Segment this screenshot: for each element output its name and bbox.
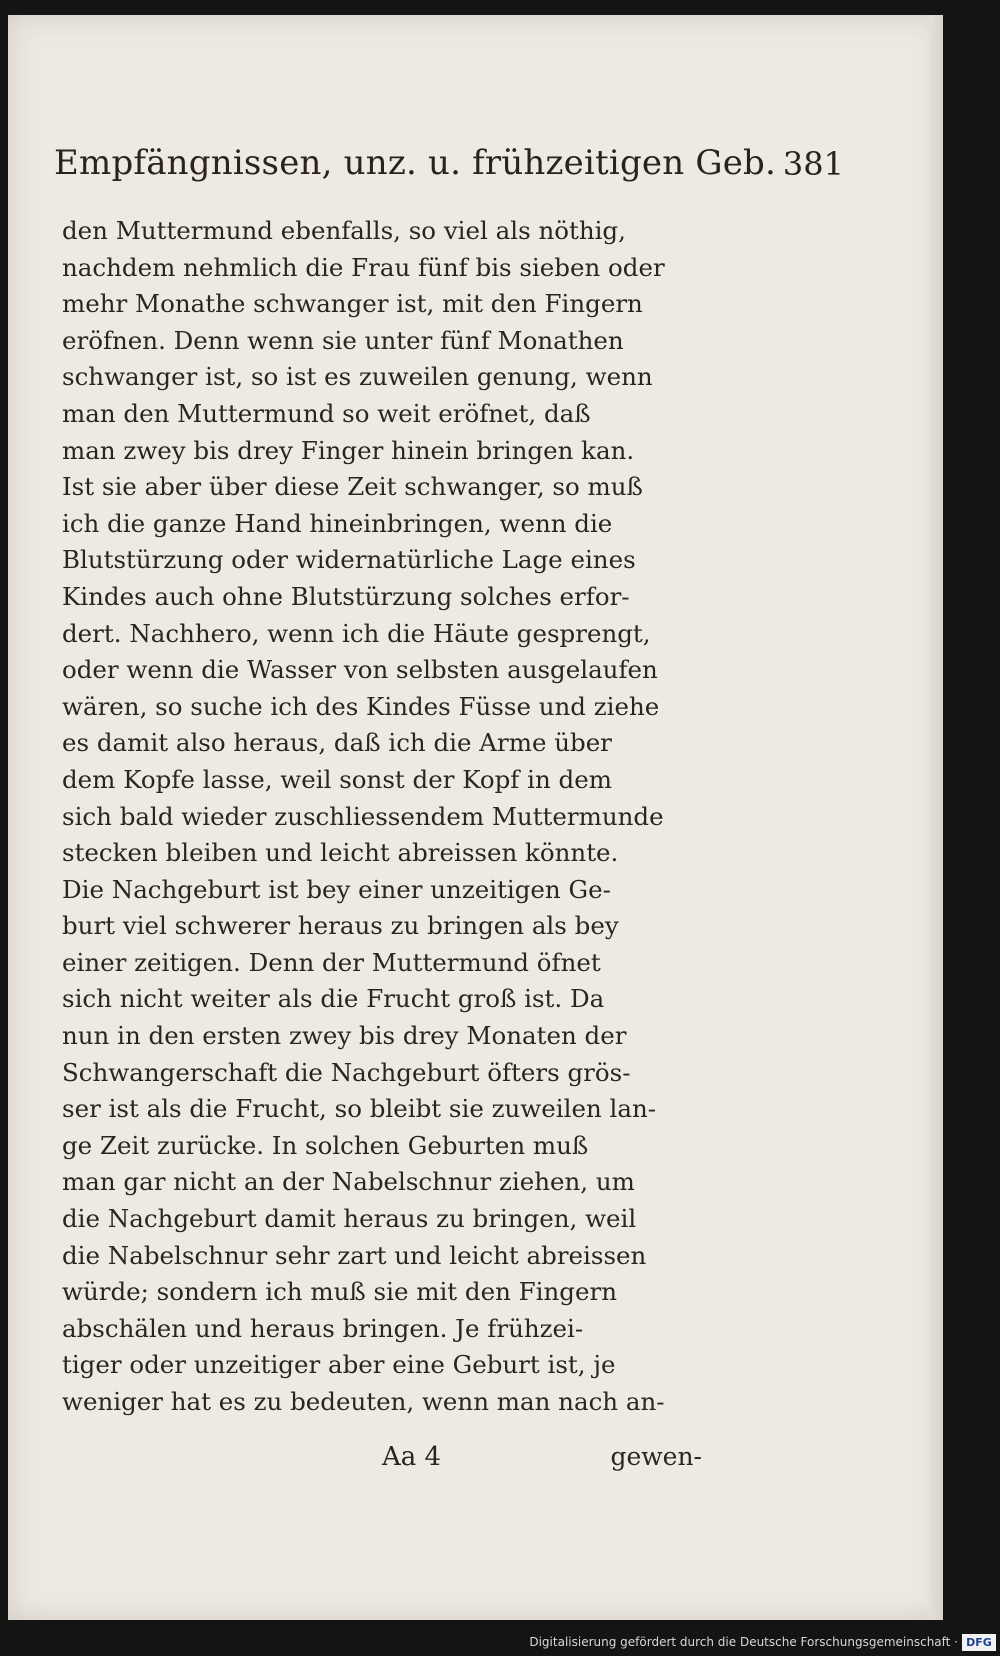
- text-line: ser ist als die Frucht, so bleibt sie zuweilen lan-: [62, 1094, 657, 1124]
- text-line: dert. Nachhero, wenn ich die Häute gesprengt,: [62, 618, 651, 648]
- text-line: sich bald wieder zuschliessendem Muttermunde: [62, 801, 664, 831]
- text-line: die Nachgeburt damit heraus zu bringen, weil: [62, 1204, 637, 1234]
- text-line: Die Nachgeburt ist bey einer unzeitigen Ge-: [62, 874, 611, 904]
- footer-credit: Digitalisierung gefördert durch die Deutsche Forschungsgemeinschaft ·: [529, 1635, 958, 1649]
- catchword: gewen-: [610, 1442, 702, 1471]
- text-line: den Muttermund ebenfalls, so viel als nöthig,: [62, 216, 626, 245]
- text-line: ge Zeit zurücke. In solchen Geburten muß: [62, 1130, 589, 1160]
- text-line: man den Muttermund so weit eröfnet, daß: [62, 398, 591, 428]
- text-line: stecken bleiben und leicht abreissen könnte.: [62, 838, 619, 868]
- text-line: nun in den ersten zwey bis drey Monaten der: [62, 1021, 627, 1051]
- page-edge-shadow: [929, 15, 943, 1620]
- text-line: man zwey bis drey Finger hinein bringen kan.: [62, 435, 635, 465]
- text-line: eröfnen. Denn wenn sie unter fünf Monathen: [62, 325, 624, 355]
- dfg-logo: DFG: [962, 1634, 996, 1651]
- text-line: die Nabelschnur sehr zart und leicht abreissen: [62, 1240, 647, 1270]
- text-line: Schwangerschaft die Nachgeburt öfters grös-: [62, 1057, 631, 1087]
- text-line: oder wenn die Wasser von selbsten ausgelaufen: [62, 655, 658, 685]
- text-line: tiger oder unzeitiger aber eine Geburt ist, je: [62, 1350, 616, 1380]
- signature-mark: Aa 4: [382, 1442, 442, 1472]
- text-line: würde; sondern ich muß sie mit den Fingern: [62, 1277, 617, 1307]
- text-line: sich nicht weiter als die Frucht groß ist. Da: [62, 984, 605, 1014]
- body-text: [62, 213, 672, 1421]
- text-line: Kindes auch ohne Blutstürzung solches erfor-: [62, 581, 630, 611]
- text-line: einer zeitigen. Denn der Muttermund öfnet: [62, 947, 601, 977]
- text-line: nachdem nehmlich die Frau fünf bis sieben oder: [62, 252, 665, 282]
- footer-bar: [0, 1630, 1000, 1656]
- text-line: wären, so suche ich des Kindes Füsse und ziehe: [62, 691, 660, 721]
- running-title: Empfängnissen, unz. u. frühzeitigen Geb.: [54, 143, 776, 183]
- text-line: schwanger ist, so ist es zuweilen genung, wenn: [62, 362, 653, 392]
- text-line: mehr Monathe schwanger ist, mit den Fingern: [62, 289, 643, 319]
- page-number: 381: [782, 145, 844, 183]
- catchline: [62, 1442, 702, 1482]
- text-line: abschälen und heraus bringen. Je frühzei-: [62, 1313, 584, 1343]
- book-page: [8, 15, 943, 1620]
- text-line: weniger hat es zu bedeuten, wenn man nach an-: [62, 1387, 665, 1416]
- text-line: dem Kopfe lasse, weil sonst der Kopf in dem: [62, 764, 612, 794]
- text-line: Blutstürzung oder widernatürliche Lage eines: [62, 545, 636, 575]
- text-line: man gar nicht an der Nabelschnur ziehen, um: [62, 1167, 635, 1197]
- text-line: es damit also heraus, daß ich die Arme über: [62, 728, 612, 758]
- text-line: ich die ganze Hand hineinbringen, wenn die: [62, 508, 613, 538]
- running-head: [54, 143, 844, 193]
- text-line: Ist sie aber über diese Zeit schwanger, so muß: [62, 472, 643, 502]
- text-line: burt viel schwerer heraus zu bringen als bey: [62, 911, 619, 941]
